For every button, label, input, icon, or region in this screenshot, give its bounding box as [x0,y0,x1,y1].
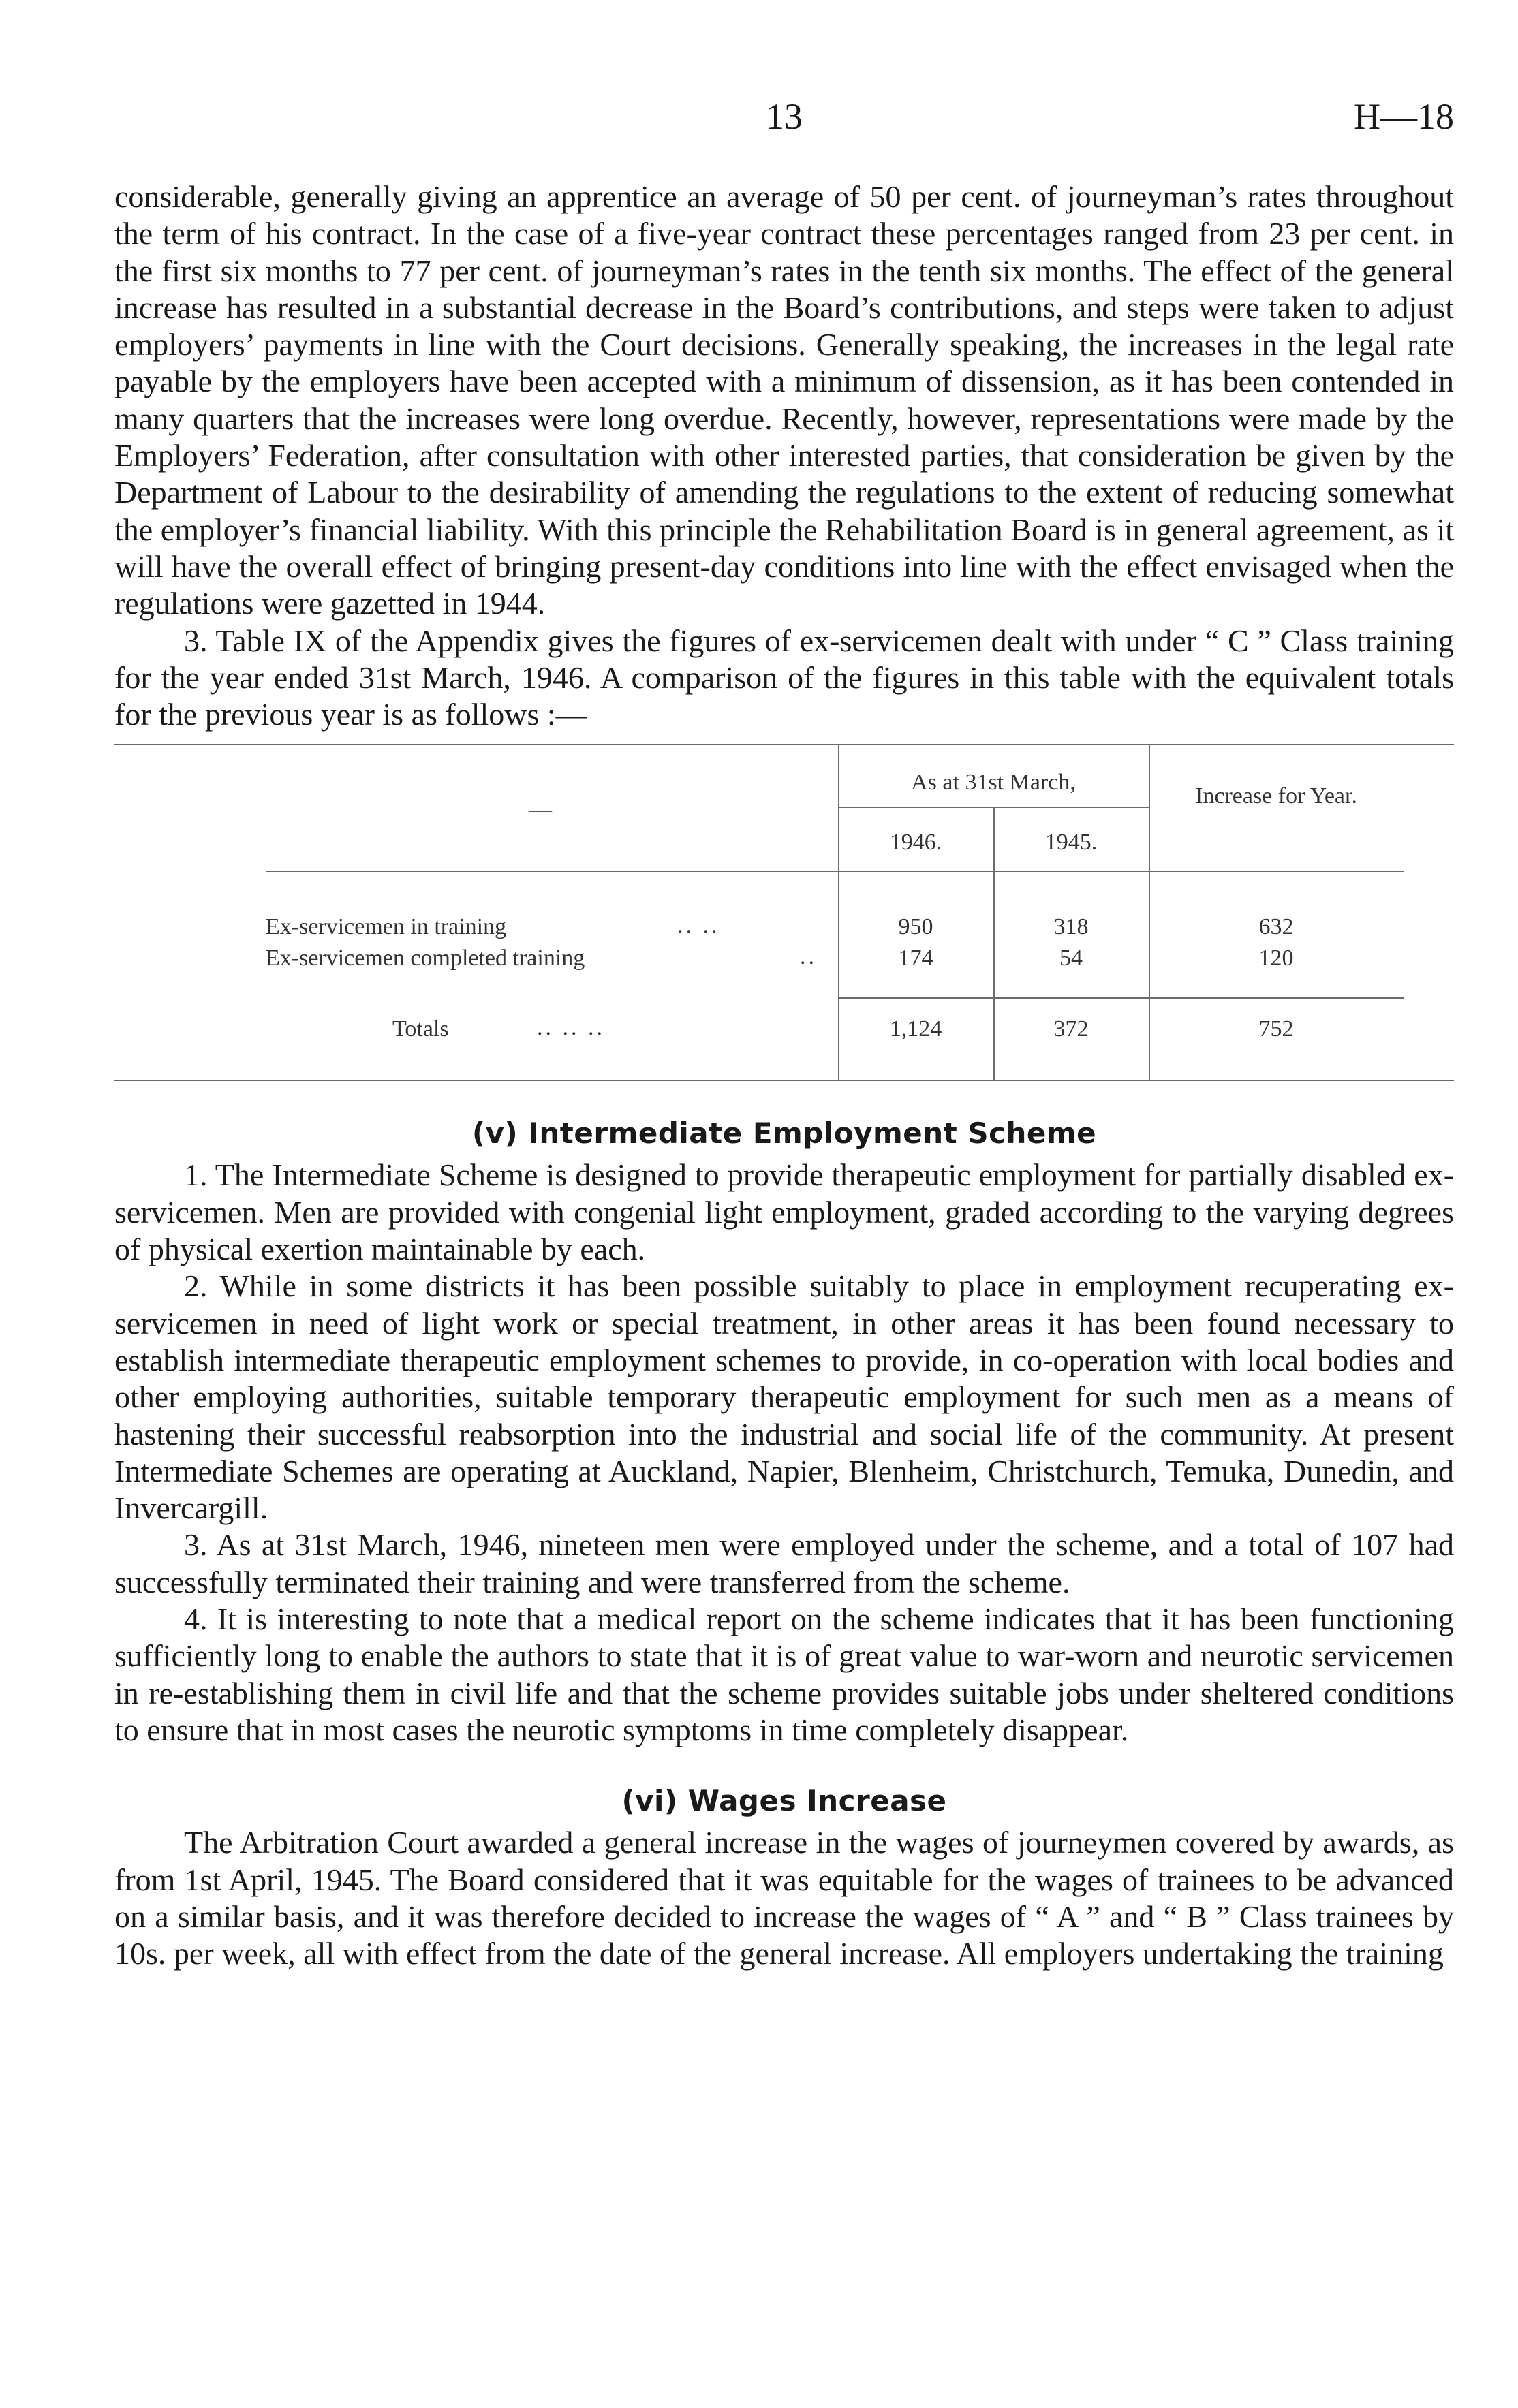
paragraph: 1. The Intermediate Scheme is designed to provide therapeutic employment for partially disabled ex-servicemen. Men are provided with congenial light employment, graded according to the varying degrees of physical exertion maintainable by each. [114,1157,1454,1267]
table-col-increase: Increase for Year. [1195,783,1357,809]
table-group-header: As at 31st March, [911,770,1076,796]
paragraph: 3. As at 31st March, 1946, nineteen men were employed under the scheme, and a total of 107 had successfully terminated their training and were transferred from the scheme. [114,1527,1454,1599]
paragraph: 4. It is interesting to note that a medical report on the scheme indicates that it has been functioning sufficiently long to enable the authors to state that it is of great value to war-worn and neurotic servicemen in re-establishing them in civil life and that the scheme provides suitable jobs under sheltered conditions to ensure that in most cases the neurotic symptoms in time completely disappear. [114,1601,1454,1747]
page-number: 13 [766,96,803,137]
table-col-1946: 1946. [889,830,942,856]
paragraph-continued: considerable, generally giving an apprentice an average of 50 per cent. of journeyman’s rates throughout the term of his contract. In the case of a five-year contract these percentages ranged from 23 per cent. in the first six months to 77 per cent. of journeyman’s rates in the tenth six months. The effect of the general increase has resulted in a substantial decrease in the Board’s contributions, and steps were taken to adjust employers’ payments in line with the Court decisions. Generally speaking, the increases in the legal rate payable by the employers have been accepted with a minimum of dissension, as it has been contended in many quarters that the increases were long overdue. Recently, however, representations were made by the Employers’ Federation, after consultation with other interested parties, that consideration be given by the Department of Labour to the desirability of amending the regulations to the extent of reducing somewhat the employer’s financial liability. With this principle the Rehabilitation Board is in general agreement, as it will have the overall effect of bringing present-day conditions into line with the effect envisaged when the regulations were gazetted in 1944. [114,179,1454,621]
table-top-rule [114,744,1454,745]
table-bottom-rule [114,1080,1454,1081]
paragraph: 2. While in some districts it has been possible suitably to place in employment recuperating ex-servicemen in need of light work or special treatment, in other areas it has been found necessary to establish intermediate therapeutic employment schemes to provide, in co-operation with local bodies and other employing authorities, suitable temporary therapeutic employment for such men as a means of hastening their successful reabsorption into the industrial and social life of the community. At present Intermediate Schemes are operating at Auckland, Napier, Blenheim, Christchurch, Temuka, Dunedin, and Invercargill. [114,1268,1454,1526]
table-total-cell: 1,124 [889,1016,942,1042]
table-cell: 174 [898,945,933,971]
table-cell: 120 [1258,945,1294,971]
table-stub-header: — [529,797,552,823]
comparison-table [114,744,1454,1081]
page-header [114,82,1454,143]
table-cell: 318 [1053,914,1089,940]
table-total-cell: 372 [1053,1016,1089,1042]
table-row-leaders: .. [800,944,817,970]
table-total-cell: 752 [1258,1016,1294,1042]
table-col-1945: 1945. [1044,830,1098,856]
table-row-label: Ex-servicemen in training [266,914,507,940]
table-totals-rule [838,997,1404,999]
table-cell: 632 [1258,914,1294,940]
table-row-leaders: .. .. [677,913,720,939]
paragraph: The Arbitration Court awarded a general increase in the wages of journeymen covered by awards, as from 1st April, 1945. The Board considered that it was equitable for the wages of trainees to be advanced on a similar basis, and it was therefore decided to increase the wages of “ A ” and “ B ” Class trainees by 10s. per week, all with effect from the date of the general increase. All employers undertaking the training [114,1825,1454,1971]
section-heading-wages-increase: (vi) Wages Increase [621,1784,947,1818]
table-header-rule [266,871,1404,872]
table-totals-label: Totals [392,1016,449,1042]
document-reference: H—18 [1354,96,1454,137]
table-totals-leaders: .. .. .. [537,1015,605,1041]
table-cell: 950 [898,914,933,940]
section-heading-intermediate-employment: (v) Intermediate Employment Scheme [471,1116,1097,1151]
table-row-label: Ex-servicemen completed training [266,945,585,971]
paragraph-table-intro: 3. Table IX of the Appendix gives the figures of ex-servicemen dealt with under “ C ” Class training for the year ended 31st March, 1946. A comparison of the figures in this table with the equivalent totals for the previous year is as follows :— [114,623,1454,732]
page-body [114,178,1454,1972]
table-cell: 54 [1059,945,1083,971]
